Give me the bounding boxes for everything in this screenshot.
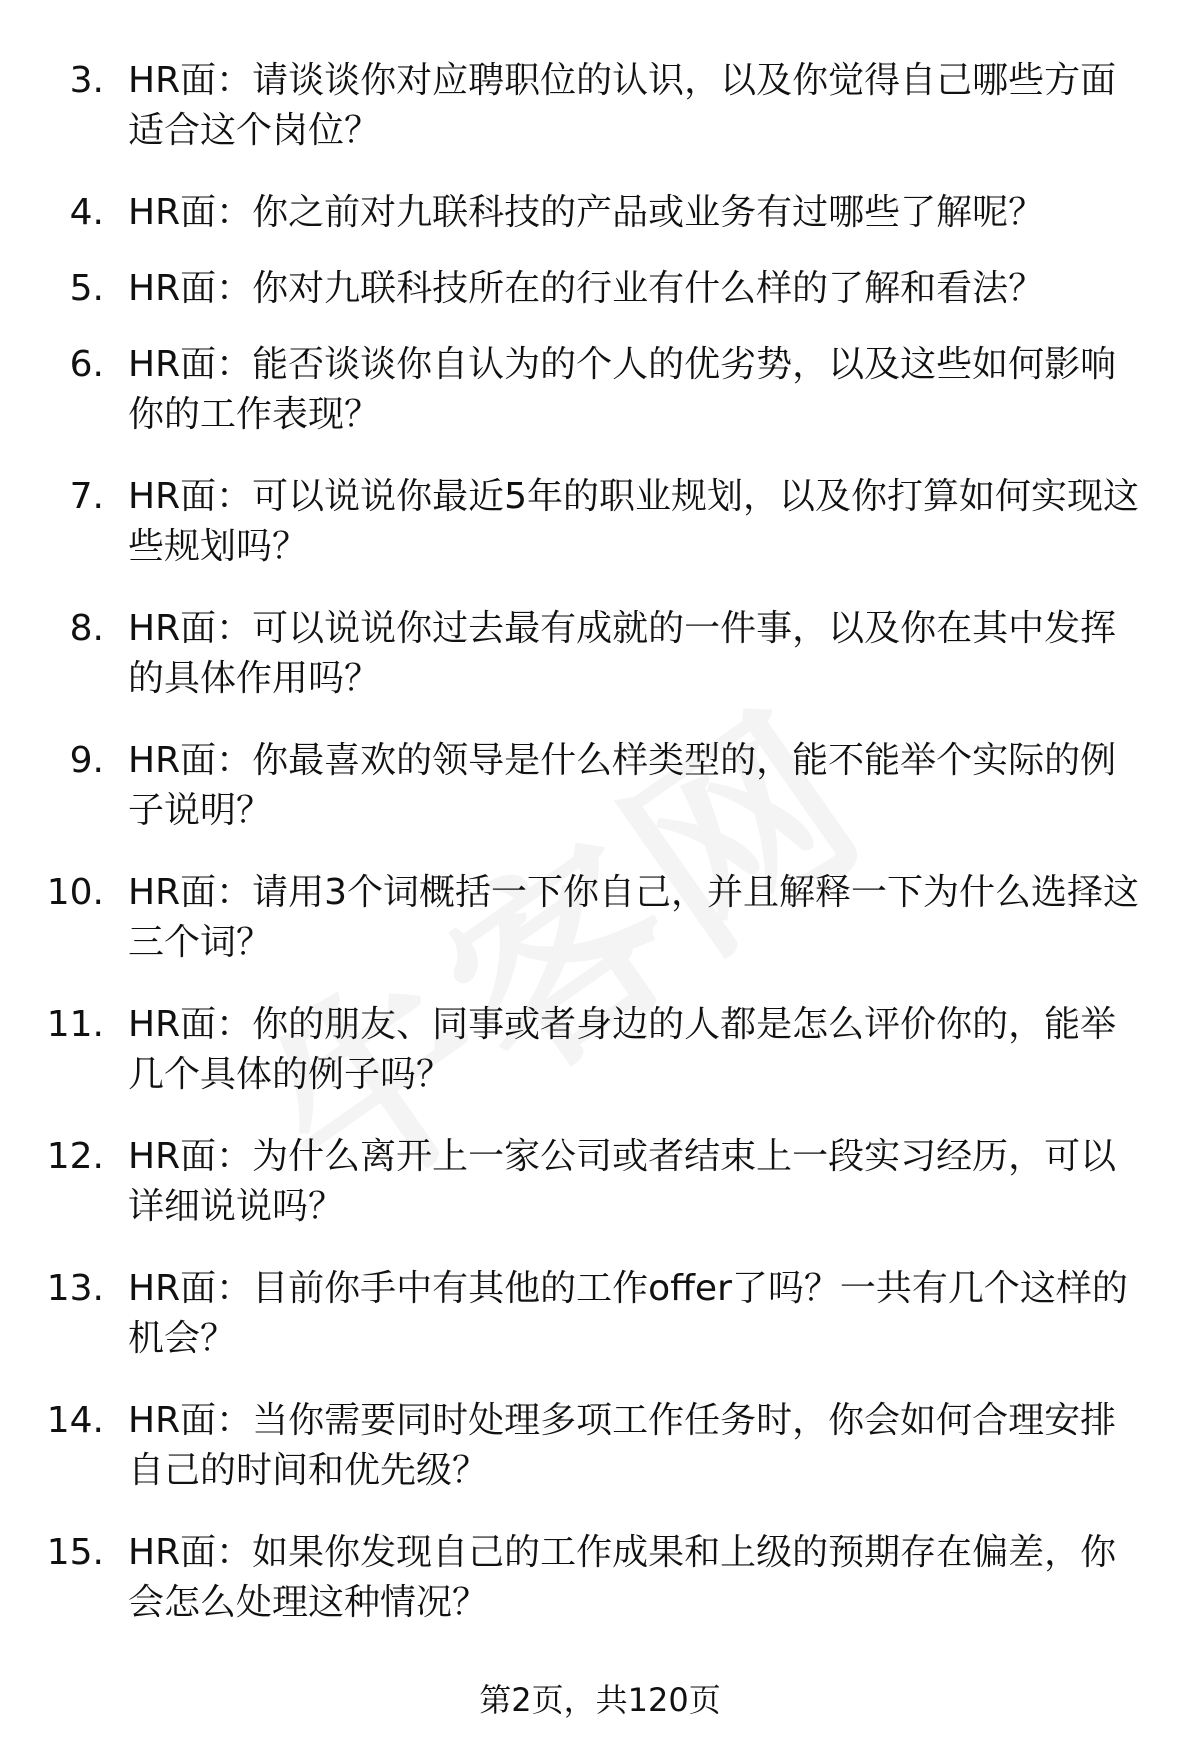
question-body: 请用3个词概括一下你自己，并且解释一下为什么选择这三个词？ [128, 872, 1139, 963]
question-number: 4. [69, 192, 104, 233]
question-item [0, 1528, 1200, 1660]
question-number: 14. [46, 1400, 104, 1441]
question-prefix: HR面： [128, 1268, 253, 1309]
question-text [128, 1264, 1150, 1364]
question-text [128, 604, 1150, 704]
question-body: 如果你发现自己的工作成果和上级的预期存在偏差，你会怎么处理这种情况？ [128, 1532, 1117, 1623]
question-list [0, 56, 1200, 1660]
question-item [0, 736, 1200, 868]
question-text [128, 736, 1150, 836]
question-body: 能否谈谈你自认为的个人的优劣势，以及这些如何影响你的工作表现？ [128, 344, 1117, 435]
question-text [128, 56, 1150, 156]
question-number: 15. [46, 1532, 104, 1573]
question-body: 你的朋友、同事或者身边的人都是怎么评价你的，能举几个具体的例子吗？ [128, 1004, 1117, 1095]
question-number: 3. [69, 60, 104, 101]
question-item [0, 604, 1200, 736]
question-item [0, 188, 1200, 264]
question-body: 你之前对九联科技的产品或业务有过哪些了解呢？ [252, 192, 1045, 233]
question-number: 12. [46, 1136, 104, 1177]
question-text [128, 472, 1150, 572]
question-number: 7. [69, 476, 104, 517]
question-text [128, 1396, 1150, 1496]
question-number: 13. [46, 1268, 104, 1309]
question-item [0, 1132, 1200, 1264]
question-item [0, 868, 1200, 1000]
question-text [128, 1000, 1150, 1100]
question-number: 11. [46, 1004, 104, 1045]
question-prefix: HR面： [128, 344, 253, 385]
question-item [0, 264, 1200, 340]
question-body: 可以说说你最近5年的职业规划，以及你打算如何实现这些规划吗？ [128, 476, 1139, 567]
question-item [0, 1396, 1200, 1528]
question-prefix: HR面： [128, 872, 253, 913]
question-body: 请谈谈你对应聘职位的认识，以及你觉得自己哪些方面适合这个岗位？ [128, 60, 1117, 151]
question-body: 目前你手中有其他的工作offer了吗？一共有几个这样的机会？ [128, 1268, 1128, 1359]
question-prefix: HR面： [128, 1136, 253, 1177]
question-number: 9. [69, 740, 104, 781]
question-prefix: HR面： [128, 476, 253, 517]
question-number: 5. [69, 268, 104, 309]
question-prefix: HR面： [128, 60, 253, 101]
question-item [0, 1000, 1200, 1132]
question-body: 可以说说你过去最有成就的一件事，以及你在其中发挥的具体作用吗？ [128, 608, 1117, 699]
question-body: 你对九联科技所在的行业有什么样的了解和看法？ [252, 268, 1045, 309]
page-footer: 第2页，共120页 [479, 1681, 721, 1719]
question-body: 你最喜欢的领导是什么样类型的，能不能举个实际的例子说明？ [128, 740, 1117, 831]
question-item [0, 1264, 1200, 1396]
question-body: 为什么离开上一家公司或者结束上一段实习经历，可以详细说说吗？ [128, 1136, 1117, 1227]
question-prefix: HR面： [128, 1004, 253, 1045]
question-text [128, 340, 1150, 440]
question-prefix: HR面： [128, 740, 253, 781]
question-item [0, 472, 1200, 604]
question-item [0, 56, 1200, 188]
question-prefix: HR面： [128, 608, 253, 649]
question-prefix: HR面： [128, 1532, 253, 1573]
question-body: 当你需要同时处理多项工作任务时，你会如何合理安排自己的时间和优先级？ [128, 1400, 1117, 1491]
question-prefix: HR面： [128, 268, 253, 309]
question-prefix: HR面： [128, 192, 253, 233]
question-text [128, 1132, 1150, 1232]
question-text [128, 868, 1150, 968]
question-number: 10. [46, 872, 104, 913]
question-text [128, 188, 1150, 238]
question-item [0, 340, 1200, 472]
question-prefix: HR面： [128, 1400, 253, 1441]
question-number: 8. [69, 608, 104, 649]
question-number: 6. [69, 344, 104, 385]
question-text [128, 264, 1150, 314]
question-text [128, 1528, 1150, 1628]
